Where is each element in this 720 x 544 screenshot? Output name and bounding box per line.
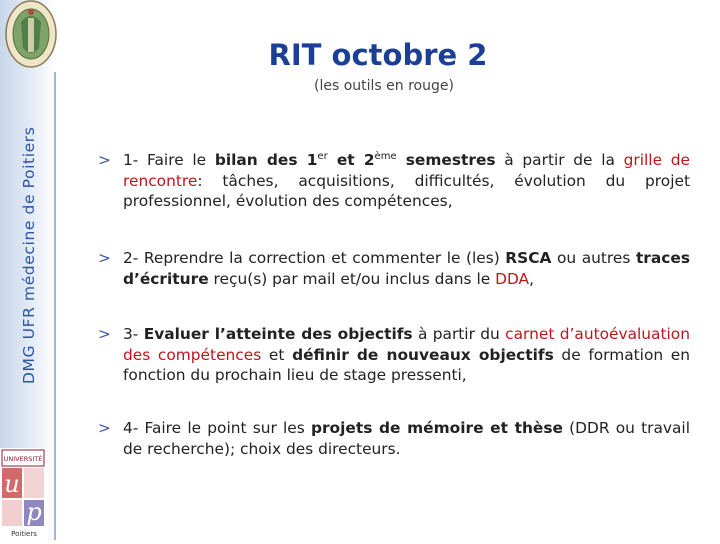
- university-poitiers-logo: [0, 448, 48, 540]
- item-text: 3-: [123, 325, 144, 343]
- item-text: ou autres: [551, 249, 636, 267]
- item-bold: projets de mémoire et thèse: [310, 419, 563, 437]
- item-bold: traces d’écriture: [123, 249, 690, 288]
- sidebar-vertical-label: DMG UFR médecine de Poitiers: [20, 126, 38, 384]
- logo-line1: UNIVERSITÉ: [3, 455, 43, 463]
- item-text: 1- Faire le: [123, 151, 215, 169]
- slide-title: RIT octobre 2: [268, 38, 488, 72]
- item-sup: ème: [374, 150, 397, 162]
- sidebar-divider: [54, 72, 56, 540]
- item-tool-red: carnet d’autoévaluation des compétences: [123, 325, 690, 364]
- list-item-1: [98, 150, 690, 212]
- list-item-4: [98, 418, 690, 459]
- item-bold: RSCA: [505, 249, 552, 267]
- item-bold: semestres: [396, 151, 496, 169]
- logo-city: Poitiers: [11, 530, 37, 538]
- logo-letter-u: u: [4, 470, 20, 498]
- item-bold: Evaluer l’atteinte des objectifs: [143, 325, 413, 343]
- list-item-3: [98, 324, 690, 386]
- list-item-2: [98, 248, 690, 289]
- item-text: (DDR ou travail de recherche); choix des directeurs.: [123, 419, 690, 458]
- item-text: 2- Reprendre la correction et commenter le (les): [123, 249, 506, 267]
- item-tool-red: grille de rencontre: [123, 151, 690, 190]
- item-text: ,: [529, 269, 534, 288]
- slide-subtitle: (les outils en rouge): [314, 78, 454, 94]
- item-text: 4- Faire le point sur les: [123, 419, 311, 437]
- item-text: de formation en fonction du prochain lieu de stage pressenti,: [123, 345, 691, 384]
- logo-letter-p: p: [26, 498, 42, 526]
- item-text: à partir de la: [495, 151, 624, 169]
- item-sup: er: [317, 150, 328, 162]
- item-text: : tâches, acquisitions, difficultés, évolution du projet professionnel, évolution des compétences,: [123, 171, 690, 210]
- bullet-arrow-icon: >: [98, 419, 111, 437]
- bullet-arrow-icon: >: [98, 325, 111, 343]
- item-text: et: [261, 345, 293, 364]
- item-text: à partir du: [412, 325, 506, 343]
- item-bold: et 2: [327, 151, 375, 169]
- item-text: reçu(s) par mail et/ou inclus dans le: [208, 269, 496, 288]
- item-bold: définir de nouveaux objectifs: [292, 345, 554, 364]
- bullet-arrow-icon: >: [98, 151, 111, 169]
- bullet-arrow-icon: >: [98, 249, 111, 267]
- item-bold: bilan des 1: [214, 151, 318, 169]
- item-tool-red: DDA: [495, 269, 530, 288]
